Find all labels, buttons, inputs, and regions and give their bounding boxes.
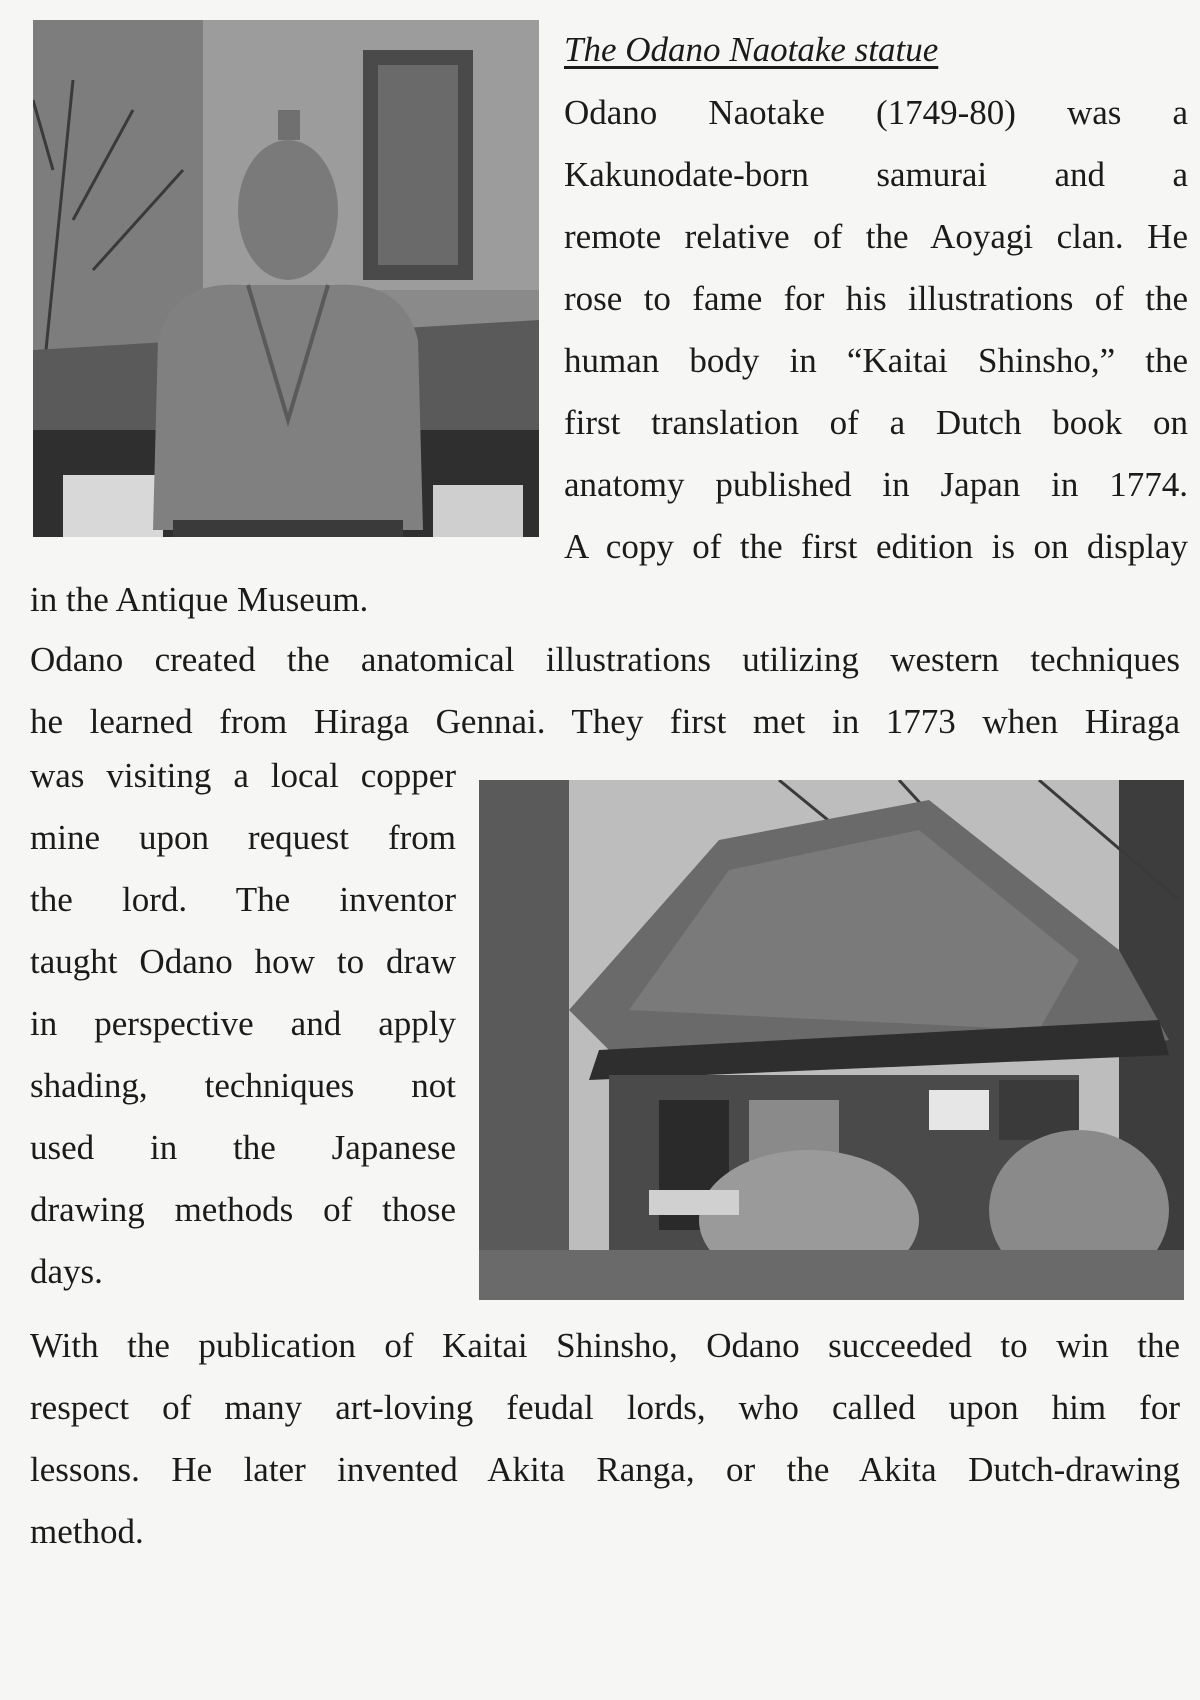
text-line: first translation of a Dutch book on — [564, 403, 1188, 442]
text-line: days. — [30, 1252, 103, 1291]
text-line: was visiting a local copper — [30, 756, 456, 795]
text-line: he learned from Hiraga Gennai. They first met in 1773 when Hiraga — [30, 702, 1180, 741]
house-photo — [479, 780, 1184, 1300]
statue-photo — [33, 20, 539, 537]
text-line: respect of many art-loving feudal lords, who called upon him for — [30, 1388, 1180, 1427]
text-line: Kakunodate-born samurai and a — [564, 155, 1188, 194]
text-line: Odano created the anatomical illustrations utilizing western techniques — [30, 640, 1180, 679]
photo-caption: The Odano Naotake statue — [564, 30, 939, 69]
text-line: With the publication of Kaitai Shinsho, Odano succeeded to win the — [30, 1326, 1180, 1365]
text-line: in perspective and apply — [30, 1004, 456, 1043]
text-line: mine upon request from — [30, 818, 456, 857]
text-line: shading, techniques not — [30, 1066, 456, 1105]
text-line: taught Odano how to draw — [30, 942, 456, 981]
text-line: A copy of the first edition is on display — [564, 527, 1188, 566]
text-line: human body in “Kaitai Shinsho,” the — [564, 341, 1188, 380]
text-line: remote relative of the Aoyagi clan. He — [564, 217, 1188, 256]
text-line: Odano Naotake (1749-80) was a — [564, 93, 1188, 132]
text-line: drawing methods of those — [30, 1190, 456, 1229]
text-line: lessons. He later invented Akita Ranga, or the Akita Dutch-drawing — [30, 1450, 1180, 1489]
text-line: rose to fame for his illustrations of the — [564, 279, 1188, 318]
text-line: anatomy published in Japan in 1774. — [564, 465, 1188, 504]
text-line: method. — [30, 1512, 144, 1551]
text-line: in the Antique Museum. — [30, 580, 369, 619]
text-line: the lord. The inventor — [30, 880, 456, 919]
text-line: used in the Japanese — [30, 1128, 456, 1167]
